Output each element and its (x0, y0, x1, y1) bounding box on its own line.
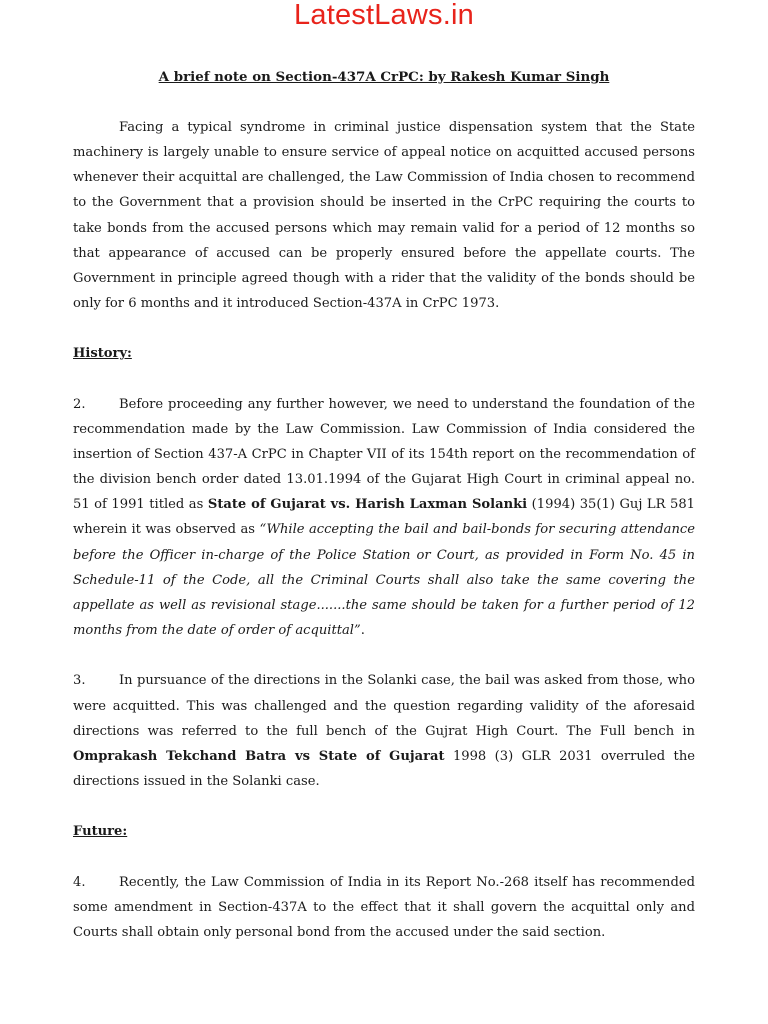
document-body (73, 65, 695, 970)
document-title: A brief note on Section-437A CrPC: by Rakesh Kumar Singh (158, 69, 610, 85)
case-name-batra: Omprakash Tekchand Batra vs State of Gujarat (73, 748, 445, 764)
paragraph-3 (73, 668, 695, 794)
intro-paragraph: Facing a typical syndrome in criminal justice dispensation system that the State machinery is largely unable to ensure service of appeal notice on acquitted accused persons whenever their acquittal are challenged, the Law Commission of India chosen to recommend to the Government that a provision should be inserted in the CrPC requiring the courts to take bonds from the accused persons which may remain valid for a period of 12 months so that appearance of accused can be properly ensured before the appellate courts. The Government in principle agreed though with a rider that the validity of the bonds should be only for 6 months and it introduced Section-437A in CrPC 1973. (73, 120, 695, 312)
paragraph-4 (73, 870, 695, 945)
court-quote: “While accepting the bail and bail-bonds for securing attendance before the Officer in-charge of the Police Station or Court, as provided in Form No. 45 in Schedule-11 of the Code, all the Criminal Courts shall also take the same covering the appellate as well as revisional stage.......the same should be taken for a further period of 12 months from the date of order of acquittal” (73, 522, 695, 639)
paragraph-4-text: Recently, the Law Commission of India in its Report No.-268 itself has recommended some amendment in Section-437A to the effect that it shall govern the acquittal only and Courts shall obtain only personal bond from the accused under the said section. (73, 874, 695, 940)
paragraph-3-citation: 1998 (3) GLR 2031 overruled the directions issued in the Solanki case. (73, 748, 695, 790)
paragraph-3-number: 3. (73, 673, 86, 689)
history-heading: History: (73, 346, 132, 362)
paragraph-2-text: Before proceeding any further however, we need to understand the foundation of the recommendation made by the Law Commission. Law Commission of India considered the insertion of Section 437-A CrPC in Chapter VII of its 154th report on the recommendation of the division bench order dated 13.01.1994 of the Gujarat High Court in criminal appeal no. 51 of 1991 titled as (73, 396, 695, 513)
paragraph-4-number: 4. (73, 874, 86, 890)
latestlaws-watermark: LatestLaws.in (294, 0, 474, 31)
paragraph-2-number: 2. (73, 396, 86, 412)
paragraph-2-citation: (1994) 35(1) Guj LR 581 wherein it was observed as (73, 497, 695, 538)
paragraph-3-text: In pursuance of the directions in the Solanki case, the bail was asked from those, who were acquitted. This was challenged and the question regarding validity of the aforesaid directions was referred to the full bench of the Gujrat High Court. The Full bench in (73, 673, 695, 739)
paragraph-2-end: . (360, 623, 365, 639)
case-name-solanki: State of Gujarat vs. Harish Laxman Solanki (207, 497, 528, 513)
future-heading: Future: (73, 824, 128, 840)
paragraph-2 (73, 392, 695, 644)
